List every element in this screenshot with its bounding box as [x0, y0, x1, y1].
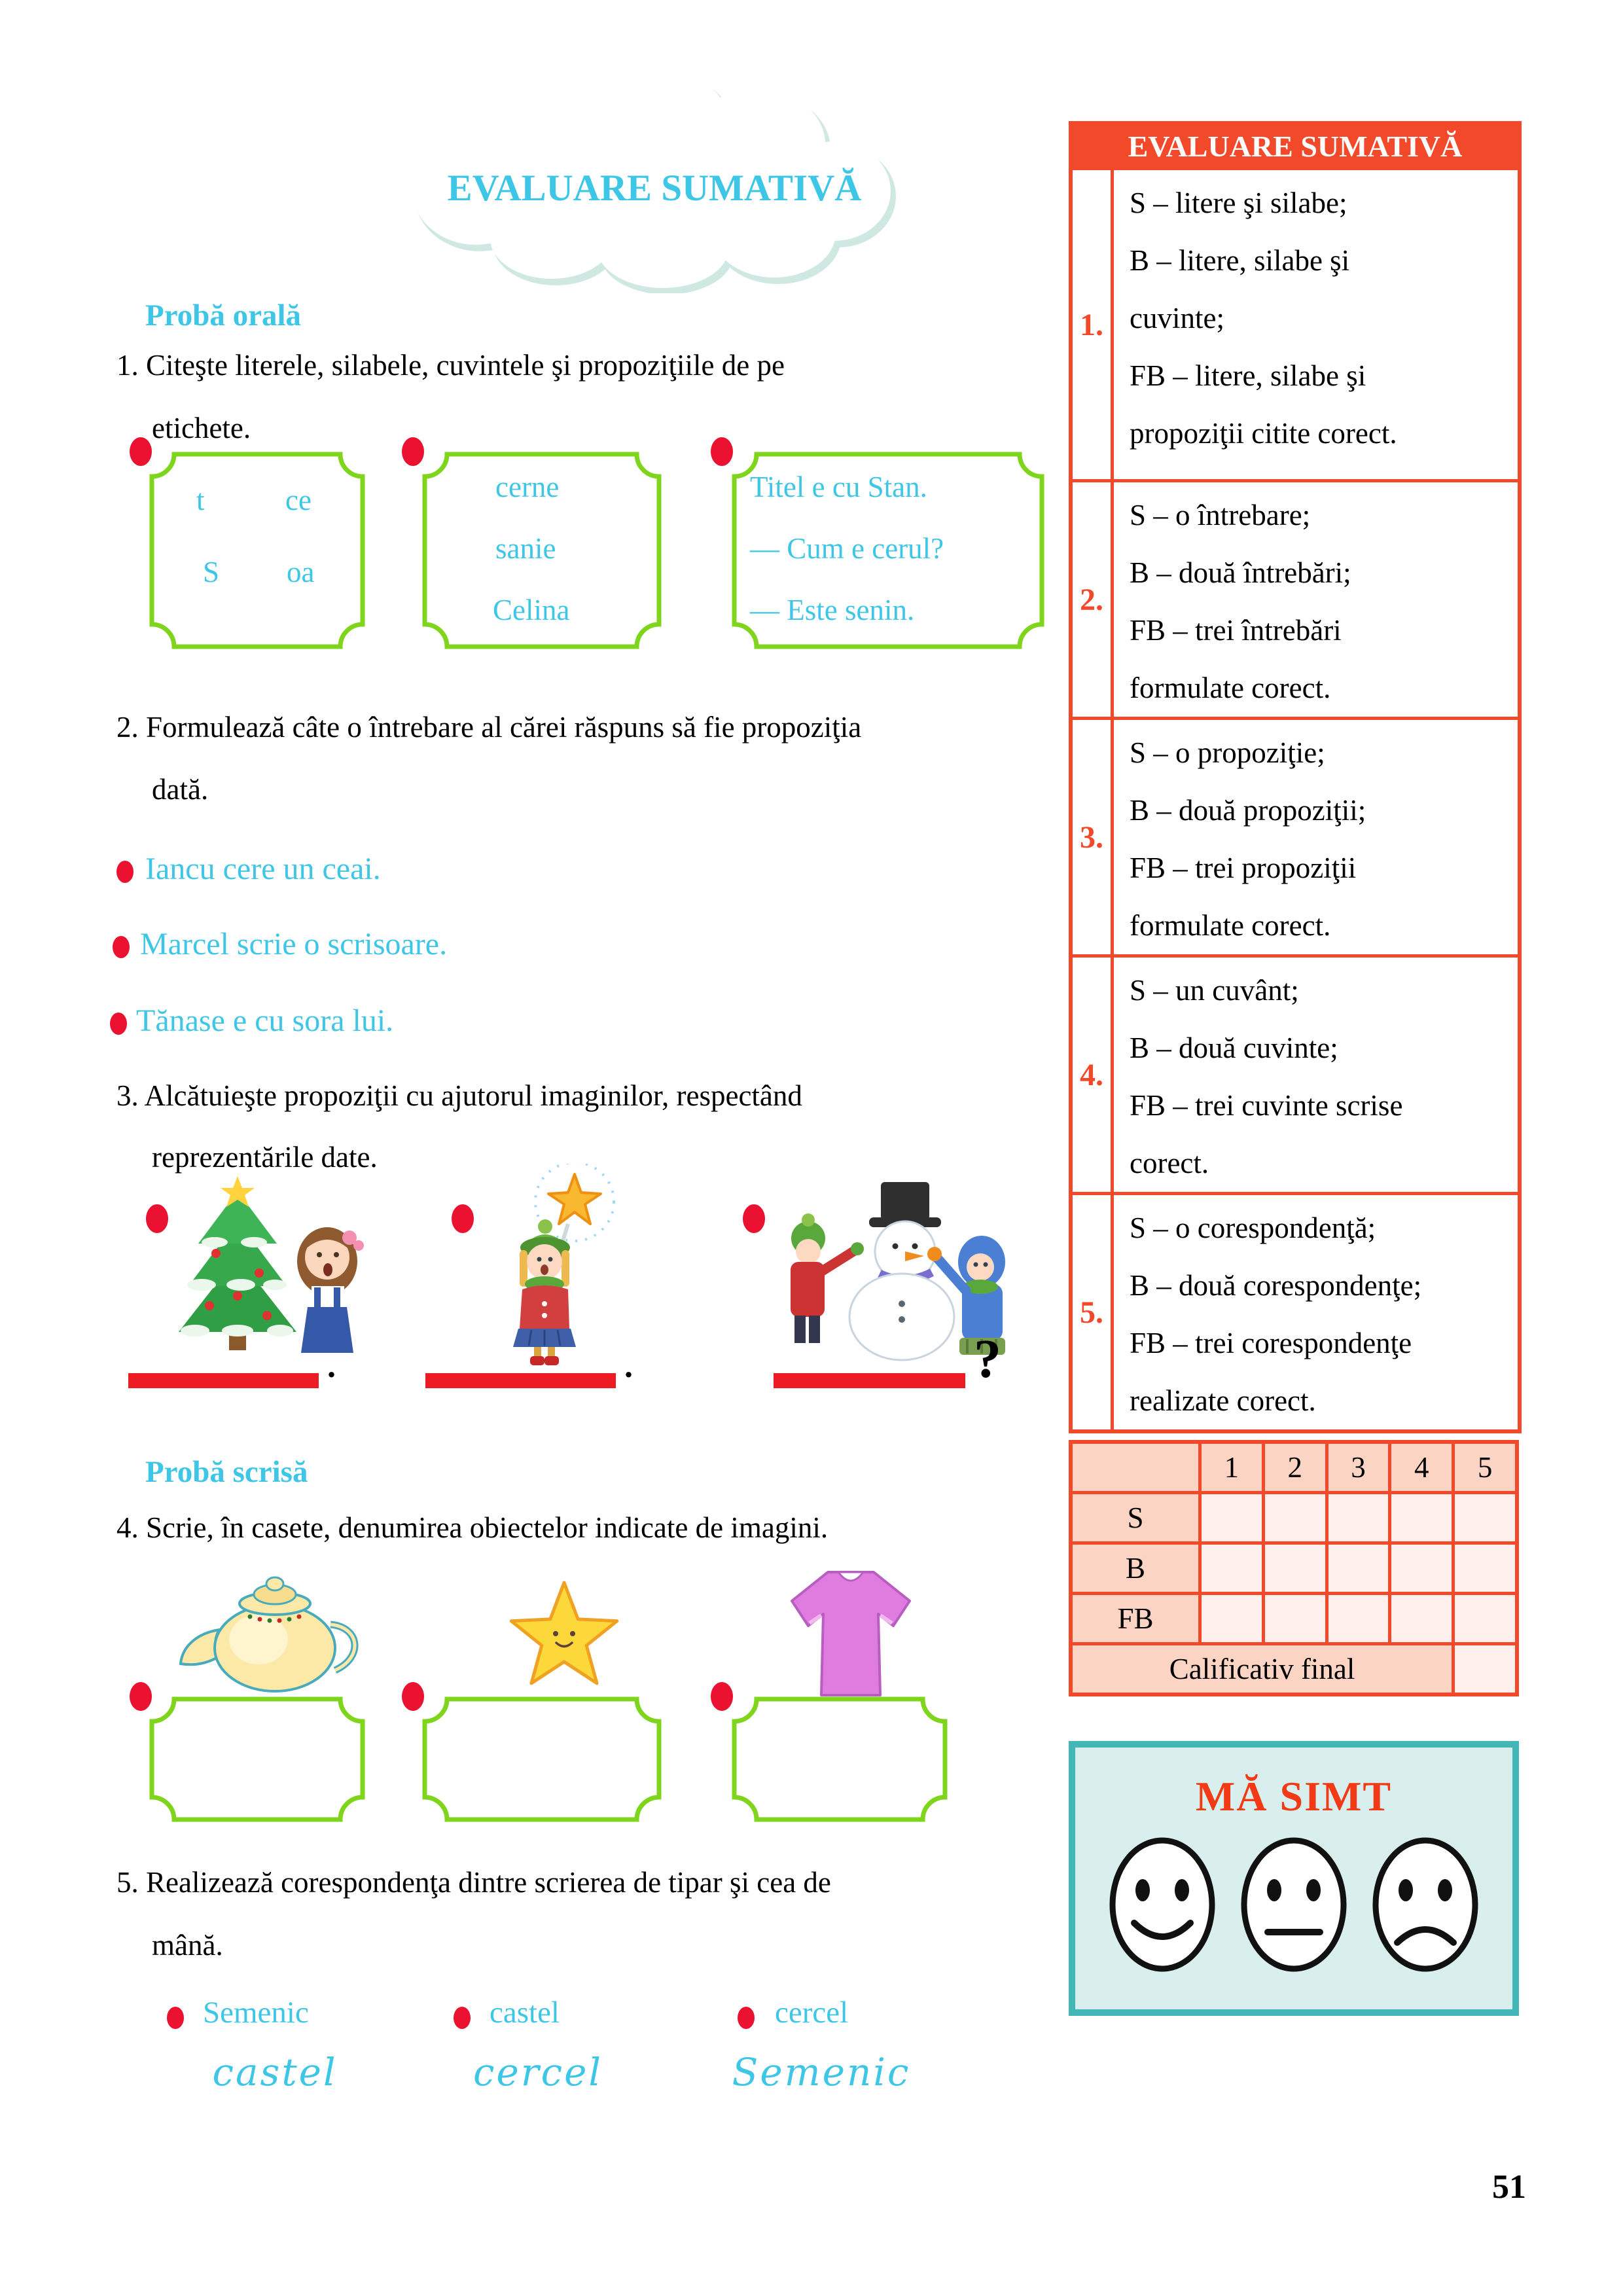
- grid-empty-cell: [1202, 1545, 1262, 1592]
- exercise3-line1: 3. Alcătuieşte propoziţii cu ajutorul imaginilor, respectând: [116, 1079, 802, 1112]
- row-number: 3.: [1073, 720, 1114, 954]
- exercise2-line2: dată.: [152, 773, 209, 806]
- grid-col-header: 2: [1265, 1444, 1325, 1491]
- criteria-line: B – două corespondenţe;: [1130, 1269, 1422, 1302]
- bullet-dot-icon: [110, 1013, 127, 1035]
- t-shirt-illustration: [789, 1563, 913, 1704]
- given-sentence: Marcel scrie o scrisoare.: [140, 927, 448, 961]
- cloud-title-text: EVALUARE SUMATIVĂ: [447, 168, 862, 209]
- criteria-line: S – litere şi silabe;: [1130, 187, 1347, 219]
- bullet-dot-icon: [113, 936, 130, 958]
- cursive-word: castel: [212, 2050, 338, 2094]
- given-sentence: Iancu cere un ceai.: [145, 852, 381, 886]
- sad-face-icon: [1370, 1833, 1481, 1977]
- final-grade-label: Calificativ final: [1073, 1645, 1452, 1693]
- box1-item: S: [203, 556, 220, 588]
- proba-orala-heading: Probă orală: [145, 298, 302, 332]
- criteria-line: realizate corect.: [1130, 1384, 1316, 1417]
- cursive-word: Semenic: [732, 2050, 911, 2094]
- grid-empty-cell: [1455, 1545, 1515, 1592]
- criteria-line: FB – trei corespondenţe: [1130, 1327, 1412, 1359]
- grid-empty-cell: [1265, 1545, 1325, 1592]
- red-dot-icon: [743, 1204, 765, 1233]
- box1-item: oa: [287, 556, 315, 588]
- score-grid: [1069, 1440, 1519, 1696]
- print-word: Semenic: [203, 1996, 309, 2030]
- grid-corner-cell: [1073, 1444, 1198, 1491]
- grid-col-header: 3: [1329, 1444, 1389, 1491]
- criteria-table-title: EVALUARE SUMATIVĂ: [1073, 125, 1518, 167]
- grid-empty-cell: [1329, 1494, 1389, 1541]
- teapot-illustration: [170, 1564, 366, 1702]
- grid-empty-cell: [1391, 1494, 1452, 1541]
- box2-line: sanie: [495, 532, 556, 565]
- exercise5-line1: 5. Realizează corespondenţa dintre scrierea de tipar şi cea de: [116, 1866, 831, 1899]
- label-box-letters: [149, 452, 365, 649]
- answer-line: [425, 1373, 616, 1388]
- exercise1-line2: etichete.: [152, 412, 251, 444]
- box2-line: Celina: [493, 594, 570, 626]
- smiling-star-illustration: [499, 1570, 630, 1700]
- red-dot-icon: [402, 437, 424, 466]
- grid-col-header: 5: [1455, 1444, 1515, 1491]
- grid-empty-cell: [1329, 1595, 1389, 1642]
- red-dot-icon: [130, 437, 152, 466]
- proba-scrisa-heading: Probă scrisă: [145, 1455, 308, 1489]
- red-dot-icon: [452, 1204, 474, 1233]
- criteria-line: cuvinte;: [1130, 302, 1224, 334]
- bullet-dot-icon: [738, 2007, 755, 2029]
- box3-line: Titel e cu Stan.: [750, 471, 927, 503]
- grid-empty-cell: [1265, 1494, 1325, 1541]
- exercise3-line2: reprezentările date.: [152, 1141, 378, 1174]
- criteria-row: [1073, 717, 1518, 954]
- red-dot-icon: [711, 1682, 733, 1711]
- criteria-line: formulate corect.: [1130, 672, 1331, 704]
- bullet-dot-icon: [167, 2007, 184, 2029]
- grid-empty-cell: [1202, 1494, 1262, 1541]
- grid-empty-cell: [1265, 1595, 1325, 1642]
- print-word: cercel: [775, 1996, 849, 2030]
- row-number: 4.: [1073, 958, 1114, 1192]
- box1-item: ce: [285, 484, 312, 516]
- criteria-line: FB – trei cuvinte scrise: [1130, 1089, 1403, 1122]
- row-number: 1.: [1073, 170, 1114, 479]
- bullet-dot-icon: [454, 2007, 471, 2029]
- ma-simt-box: [1069, 1741, 1519, 2016]
- red-dot-icon: [402, 1682, 424, 1711]
- exercise2-line1: 2. Formulează câte o întrebare al cărei răspuns să fie propoziţia: [116, 711, 862, 744]
- label-box-sentences: [732, 452, 1044, 649]
- criteria-line: S – un cuvânt;: [1130, 974, 1299, 1007]
- answer-mark: .: [327, 1348, 336, 1385]
- happy-face-icon: [1107, 1833, 1218, 1977]
- red-dot-icon: [130, 1682, 152, 1711]
- cloud-shape: [357, 58, 900, 293]
- label-box-words: [422, 452, 662, 649]
- neutral-face-icon: [1238, 1833, 1349, 1977]
- grid-empty-cell: [1202, 1595, 1262, 1642]
- row-number: 5.: [1073, 1195, 1114, 1429]
- criteria-line: B – litere, silabe şi: [1130, 244, 1350, 277]
- criteria-line: S – o întrebare;: [1130, 499, 1311, 531]
- criteria-line: corect.: [1130, 1147, 1209, 1179]
- criteria-line: S – o propoziţie;: [1130, 736, 1325, 769]
- grid-empty-cell: [1391, 1595, 1452, 1642]
- box1-item: t: [196, 484, 205, 516]
- grid-row-label: B: [1073, 1545, 1198, 1592]
- given-sentence: Tănase e cu sora lui.: [136, 1003, 394, 1038]
- grid-empty-cell: [1455, 1494, 1515, 1541]
- criteria-row: [1073, 1192, 1518, 1429]
- box3-line: — Este senin.: [750, 594, 915, 626]
- box3-line: — Cum e cerul?: [750, 532, 944, 565]
- criteria-row: [1073, 167, 1518, 479]
- evaluation-criteria-table: [1069, 121, 1522, 1433]
- grid-col-header: 1: [1202, 1444, 1262, 1491]
- exercise5-line2: mână.: [152, 1929, 223, 1962]
- answer-line: [128, 1373, 319, 1388]
- criteria-line: FB – trei întrebări: [1130, 614, 1342, 647]
- grid-row-label: S: [1073, 1494, 1198, 1541]
- notched-frame: [149, 452, 365, 649]
- print-word: castel: [490, 1996, 560, 2030]
- criteria-line: formulate corect.: [1130, 909, 1331, 942]
- criteria-row: [1073, 479, 1518, 717]
- criteria-line: S – o corespondenţă;: [1130, 1211, 1376, 1244]
- red-dot-icon: [146, 1204, 168, 1233]
- grid-row-label: FB: [1073, 1595, 1198, 1642]
- final-grade-cell: [1455, 1645, 1515, 1693]
- grid-empty-cell: [1329, 1545, 1389, 1592]
- row-number: 2.: [1073, 482, 1114, 717]
- girl-holding-star-illustration: [476, 1164, 633, 1367]
- ma-simt-title: MĂ SIMT: [1195, 1773, 1393, 1820]
- exercise4-line1: 4. Scrie, în casete, denumirea obiectelor indicate de imagini.: [116, 1511, 829, 1544]
- answer-line: [774, 1373, 965, 1388]
- criteria-line: B – două cuvinte;: [1130, 1031, 1338, 1064]
- christmas-tree-and-girl-illustration: [175, 1175, 372, 1365]
- criteria-row: [1073, 954, 1518, 1192]
- answer-mark: .: [624, 1348, 633, 1385]
- criteria-line: B – două întrebări;: [1130, 556, 1351, 589]
- box2-line: cerne: [495, 471, 560, 503]
- criteria-line: FB – litere, silabe şi: [1130, 359, 1366, 392]
- answer-mark: ?: [974, 1329, 1001, 1390]
- grid-empty-cell: [1391, 1545, 1452, 1592]
- criteria-line: FB – trei propoziţii: [1130, 852, 1357, 884]
- exercise1-line1: 1. Citeşte literele, silabele, cuvintele şi propoziţiile de pe: [116, 349, 785, 382]
- page-number: 51: [1492, 2168, 1526, 2206]
- red-dot-icon: [711, 437, 733, 466]
- criteria-line: propoziţii citite corect.: [1130, 417, 1397, 450]
- bullet-dot-icon: [116, 861, 134, 883]
- cursive-word: cercel: [473, 2050, 603, 2094]
- grid-empty-cell: [1455, 1595, 1515, 1642]
- grid-col-header: 4: [1391, 1444, 1452, 1491]
- criteria-line: B – două propoziţii;: [1130, 794, 1366, 827]
